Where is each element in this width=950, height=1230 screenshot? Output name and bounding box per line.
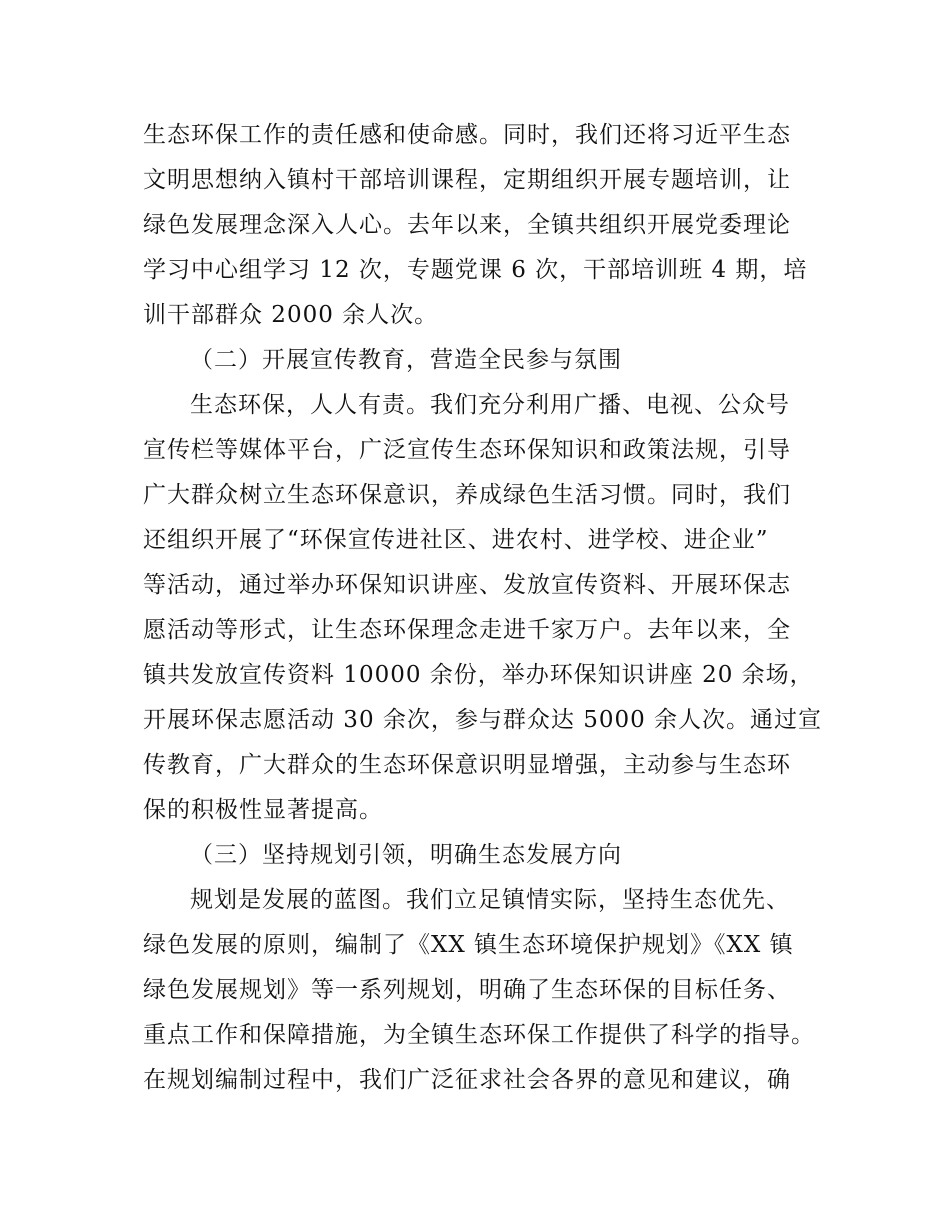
text-line: 绿色发展规划》等一系列规划，明确了生态环保的目标任务、: [143, 977, 791, 1003]
text-line: 重点工作和保障措施，为全镇生态环保工作提供了科学的指导。: [143, 1022, 815, 1048]
text-line: 绿色发展的原则，编制了《XX 镇生态环境保护规划》《XX 镇: [143, 932, 794, 958]
text-line: 学习中心组学习 12 次，专题党课 6 次，干部培训班 4 期，培: [143, 257, 808, 283]
section-heading-3: （三）坚持规划引领，明确生态发展方向: [190, 842, 622, 868]
paragraph-start-line: 生态环保，人人有责。我们充分利用广播、电视、公众号: [190, 392, 790, 418]
text-line: 开展环保志愿活动 30 余次，参与群众达 5000 余人次。通过宣: [143, 707, 823, 733]
text-line: 等活动，通过举办环保知识讲座、发放宣传资料、开展环保志: [143, 572, 791, 598]
section-heading-2: （二）开展宣传教育，营造全民参与氛围: [190, 347, 622, 373]
text-line: 宣传栏等媒体平台，广泛宣传生态环保知识和政策法规，引导: [143, 437, 791, 463]
text-line: 绿色发展理念深入人心。去年以来，全镇共组织开展党委理论: [143, 212, 791, 238]
text-line: 愿活动等形式，让生态环保理念走进千家万户。去年以来，全: [143, 617, 791, 643]
text-line: 保的积极性显著提高。: [143, 797, 383, 823]
text-line: 训干部群众 2000 余人次。: [143, 302, 439, 328]
text-line: 镇共发放宣传资料 10000 余份，举办环保知识讲座 20 余场，: [143, 662, 814, 688]
text-line: 广大群众树立生态环保意识，养成绿色生活习惯。同时，我们: [143, 482, 791, 508]
text-line: 传教育，广大群众的生态环保意识明显增强，主动参与生态环: [143, 752, 791, 778]
text-line: 文明思想纳入镇村干部培训课程，定期组织开展专题培训，让: [143, 167, 791, 193]
paragraph-start-line: 规划是发展的蓝图。我们立足镇情实际，坚持生态优先、: [190, 887, 790, 913]
text-line: 在规划编制过程中，我们广泛征求社会各界的意见和建议，确: [143, 1067, 791, 1093]
text-line: 还组织开展了“环保宣传进社区、进农村、进学校、进企业”: [143, 527, 769, 553]
text-line: 生态环保工作的责任感和使命感。同时，我们还将习近平生态: [143, 122, 791, 148]
